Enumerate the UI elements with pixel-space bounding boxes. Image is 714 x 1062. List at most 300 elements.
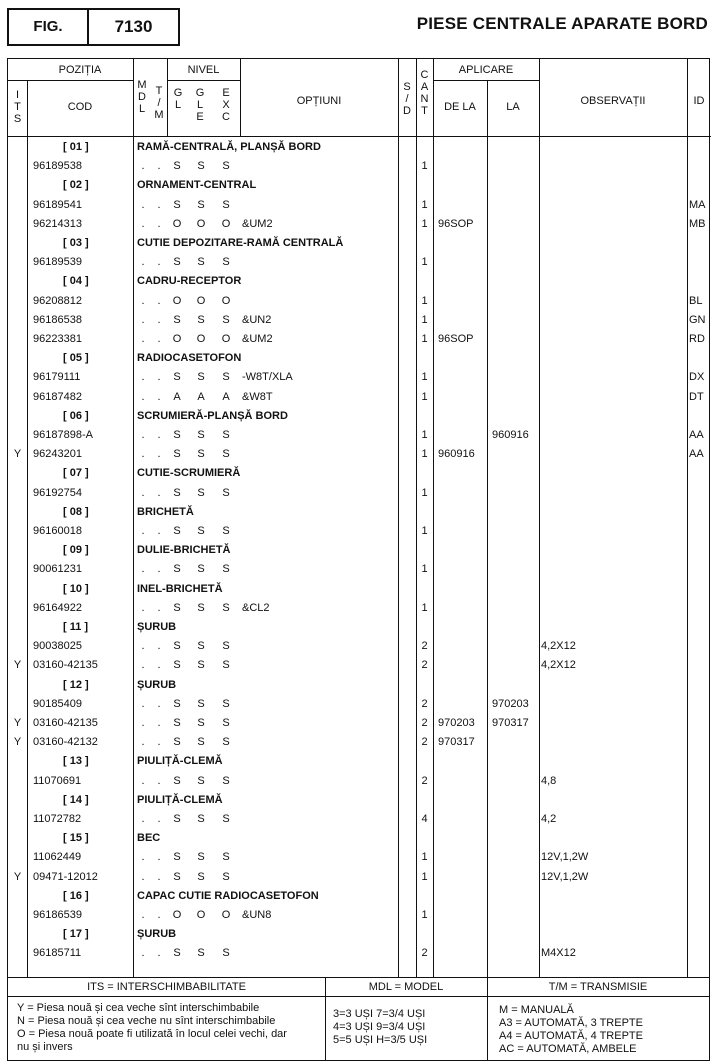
- its-cell: Y: [13, 448, 22, 461]
- part-code: 03160-42135: [33, 717, 98, 729]
- header-pozitia: POZIȚIA: [58, 64, 102, 76]
- level-gl: O: [172, 909, 182, 921]
- to-date: 970317: [492, 717, 529, 729]
- legend-tm-line: A3 = AUTOMATĂ, 3 TREPTE: [499, 1017, 643, 1029]
- section-position: [ 02 ]: [63, 179, 89, 192]
- level-gle: S: [197, 851, 205, 864]
- level-gle: S: [197, 563, 205, 576]
- legend-tm-line: A4 = AUTOMATĂ, 4 TREPTE: [499, 1030, 643, 1042]
- section-position: [ 15 ]: [63, 832, 89, 845]
- section-name: CUTIE-SCRUMIERĂ: [137, 467, 241, 480]
- tm-cell: .: [157, 563, 161, 576]
- level-exc: S: [222, 659, 230, 672]
- grid-line: [433, 80, 539, 81]
- part-code: 96189538: [33, 160, 82, 173]
- legend-header-line: [8, 996, 709, 997]
- col-line-obs: [687, 59, 688, 977]
- header-gle: [192, 87, 208, 123]
- level-exc: S: [222, 697, 230, 710]
- mdl-cell: .: [141, 525, 145, 537]
- quantity-cell: 1: [421, 601, 428, 614]
- header-tm-letter: M: [154, 109, 164, 121]
- id-cell: AA: [689, 429, 704, 441]
- header-exc: [218, 87, 234, 123]
- id-cell: RD: [689, 333, 705, 345]
- part-code: 96189541: [33, 198, 82, 211]
- level-gl: S: [173, 448, 181, 461]
- mdl-cell: .: [141, 601, 145, 614]
- section-name: ORNAMENT-CENTRAL: [137, 179, 257, 192]
- level-gl: S: [173, 870, 181, 883]
- quantity-cell: 1: [421, 851, 428, 864]
- part-code: 96164922: [33, 601, 82, 614]
- option-cell: &UN2: [242, 313, 272, 326]
- header-gle-letter: E: [196, 111, 204, 123]
- part-code: 96192754: [33, 486, 82, 499]
- observation-cell: 4,2: [541, 813, 557, 825]
- header-mdl-letter: M: [137, 79, 147, 91]
- header-de-la: DE LA: [444, 101, 476, 113]
- grid-line: [167, 80, 240, 81]
- section-position: [ 05 ]: [63, 352, 89, 365]
- level-gl: S: [173, 659, 181, 672]
- level-gle: S: [197, 371, 205, 384]
- level-gle: S: [197, 601, 205, 614]
- section-name: PIULIȚĂ-CLEMĂ: [137, 755, 223, 768]
- part-code: 96189539: [33, 256, 82, 269]
- quantity-cell: 1: [421, 390, 428, 403]
- from-date: 970317: [438, 736, 475, 749]
- level-exc: S: [222, 563, 230, 576]
- header-optiuni: OPȚIUNI: [296, 95, 342, 107]
- col-line-dela: [487, 80, 488, 977]
- level-gle: S: [197, 813, 205, 825]
- its-cell: Y: [13, 870, 22, 883]
- part-code: 09471-12012: [33, 870, 98, 883]
- quantity-cell: 2: [421, 640, 428, 653]
- level-gle: S: [197, 774, 205, 787]
- level-exc: S: [222, 525, 230, 537]
- section-name: CADRU-RECEPTOR: [137, 275, 242, 288]
- quantity-cell: 1: [421, 217, 428, 230]
- section-position: [ 01 ]: [63, 141, 89, 153]
- quantity-cell: 1: [421, 371, 428, 384]
- legend-tm-title: T/M = TRANSMISIE: [548, 981, 648, 993]
- tm-cell: .: [157, 697, 161, 710]
- mdl-cell: .: [141, 774, 145, 787]
- section-position: [ 06 ]: [63, 409, 89, 422]
- header-mdl: [133, 79, 151, 115]
- level-exc: S: [222, 313, 230, 326]
- section-name: ȘURUB: [137, 928, 177, 941]
- col-line-cant: [433, 59, 434, 977]
- level-exc: S: [222, 429, 230, 441]
- section-name: ȘURUB: [137, 678, 177, 691]
- tm-cell: .: [157, 333, 161, 345]
- header-tm-letter: /: [157, 97, 161, 109]
- header-cant-letter: T: [421, 105, 428, 117]
- tm-cell: .: [157, 640, 161, 653]
- quantity-cell: 2: [421, 717, 428, 729]
- quantity-cell: 2: [421, 774, 428, 787]
- tm-cell: .: [157, 601, 161, 614]
- level-gl: S: [173, 160, 181, 173]
- header-its-letter: I: [15, 89, 20, 101]
- level-exc: S: [222, 947, 230, 960]
- tm-cell: .: [157, 294, 161, 307]
- part-code: 90185409: [33, 697, 82, 710]
- tm-cell: .: [157, 256, 161, 269]
- quantity-cell: 1: [421, 294, 428, 307]
- section-position: [ 17 ]: [63, 928, 89, 941]
- level-gl: S: [173, 851, 181, 864]
- level-gle: S: [197, 160, 205, 173]
- id-cell: AA: [689, 448, 704, 461]
- part-code: 96223381: [33, 333, 82, 345]
- level-gl: S: [173, 256, 181, 269]
- level-gle: S: [197, 486, 205, 499]
- quantity-cell: 1: [421, 313, 428, 326]
- tm-cell: .: [157, 736, 161, 749]
- header-exc-letter: C: [222, 111, 230, 123]
- legend-tm-line: M = MANUALĂ: [499, 1004, 574, 1016]
- col-line-optiuni: [398, 59, 399, 977]
- level-gl: O: [172, 217, 182, 230]
- section-name: RADIOCASETOFON: [137, 352, 242, 365]
- id-cell: BL: [689, 294, 703, 307]
- level-gle: A: [197, 390, 205, 403]
- legend-mdl-title: MDL = MODEL: [368, 981, 444, 993]
- mdl-cell: .: [141, 813, 145, 825]
- header-sd-letter: D: [403, 105, 411, 117]
- level-exc: S: [222, 736, 230, 749]
- header-cant-letter: C: [420, 69, 429, 81]
- header-nivel: NIVEL: [187, 64, 220, 76]
- section-position: [ 04 ]: [63, 275, 89, 288]
- level-exc: S: [222, 717, 230, 729]
- level-gle: S: [197, 870, 205, 883]
- level-gl: S: [173, 601, 181, 614]
- to-date: 970203: [492, 697, 529, 710]
- level-exc: S: [222, 486, 230, 499]
- header-gl: [170, 87, 186, 111]
- section-name: CAPAC CUTIE RADIOCASETOFON: [137, 889, 319, 902]
- section-position: [ 11 ]: [63, 621, 89, 633]
- col-line-its: [27, 80, 28, 977]
- part-code: 96186538: [33, 313, 82, 326]
- quantity-cell: 1: [421, 333, 428, 345]
- id-cell: DX: [689, 371, 705, 384]
- header-its-letter: T: [14, 101, 21, 113]
- quantity-cell: 1: [421, 448, 428, 461]
- section-position: [ 12 ]: [63, 678, 89, 691]
- quantity-cell: 4: [421, 813, 428, 825]
- tm-cell: .: [157, 774, 161, 787]
- part-code: 03160-42132: [33, 736, 98, 749]
- header-cod: COD: [67, 101, 93, 113]
- id-cell: MA: [689, 198, 706, 211]
- mdl-cell: .: [141, 717, 145, 729]
- header-its: [8, 89, 27, 125]
- header-sd-letter: /: [405, 93, 409, 105]
- mdl-cell: .: [141, 390, 145, 403]
- quantity-cell: 1: [421, 486, 428, 499]
- quantity-cell: 1: [421, 429, 428, 441]
- quantity-cell: 2: [421, 947, 428, 960]
- its-cell: Y: [13, 659, 22, 672]
- legend-mdl-line: 3=3 UȘI 7=3/4 UȘI: [333, 1008, 426, 1020]
- mdl-cell: .: [141, 429, 145, 441]
- mdl-cell: .: [141, 371, 145, 384]
- legend-its-line: N = Piesa nouă și cea veche nu sînt interschimbabile: [17, 1015, 276, 1027]
- mdl-cell: .: [141, 198, 145, 211]
- header-la: LA: [506, 101, 520, 113]
- quantity-cell: 1: [421, 909, 428, 921]
- mdl-cell: .: [141, 909, 145, 921]
- tm-cell: .: [157, 813, 161, 825]
- tm-cell: .: [157, 870, 161, 883]
- level-gle: O: [196, 217, 206, 230]
- section-position: [ 16 ]: [63, 889, 89, 902]
- level-exc: S: [222, 774, 230, 787]
- mdl-cell: .: [141, 870, 145, 883]
- mdl-cell: .: [141, 947, 145, 960]
- header-gl-letter: G: [173, 87, 183, 99]
- level-gl: S: [173, 563, 181, 576]
- level-gl: S: [173, 198, 181, 211]
- header-cant: [416, 69, 433, 117]
- level-gl: O: [172, 333, 182, 345]
- legend-its-line: nu și invers: [17, 1041, 73, 1053]
- figure-box: [7, 8, 180, 46]
- level-exc: O: [221, 909, 231, 921]
- its-cell: Y: [13, 736, 22, 749]
- level-gle: S: [197, 448, 205, 461]
- legend-its-line: O = Piesa nouă poate fi utilizată în locul celei vechi, dar: [17, 1028, 287, 1040]
- level-gl: S: [173, 947, 181, 960]
- level-gl: S: [173, 486, 181, 499]
- level-gle: S: [197, 736, 205, 749]
- level-gle: S: [197, 429, 205, 441]
- tm-cell: .: [157, 851, 161, 864]
- level-exc: A: [222, 390, 230, 403]
- tm-cell: .: [157, 659, 161, 672]
- mdl-cell: .: [141, 160, 145, 173]
- level-gle: O: [196, 909, 206, 921]
- option-cell: &UM2: [242, 333, 273, 345]
- level-gl: S: [173, 313, 181, 326]
- header-observatii: OBSERVAȚII: [580, 95, 646, 107]
- header-aplicare: APLICARE: [458, 64, 514, 76]
- section-name: RAMĂ-CENTRALĂ, PLANȘĂ BORD: [137, 141, 321, 153]
- header-gle-letter: L: [196, 99, 204, 111]
- tm-cell: .: [157, 909, 161, 921]
- figure-label: FIG.: [9, 10, 89, 44]
- header-gl-letter: L: [174, 99, 182, 111]
- section-position: [ 08 ]: [63, 505, 89, 518]
- observation-cell: 12V,1,2W: [541, 870, 589, 883]
- level-gle: S: [197, 525, 205, 537]
- level-gl: S: [173, 525, 181, 537]
- level-exc: O: [221, 217, 231, 230]
- level-exc: O: [221, 333, 231, 345]
- header-exc-letter: E: [222, 87, 230, 99]
- legend-mdl-line: 4=3 UȘI 9=3/4 UȘI: [333, 1021, 426, 1033]
- figure-number: 7130: [114, 17, 153, 36]
- page-title: PIESE CENTRALE APARATE BORD: [416, 14, 708, 33]
- section-name: BRICHETĂ: [137, 505, 194, 518]
- mdl-cell: .: [141, 486, 145, 499]
- header-bottom-line: [8, 136, 711, 137]
- observation-cell: 4,8: [541, 774, 557, 787]
- level-gle: S: [197, 313, 205, 326]
- mdl-cell: .: [141, 851, 145, 864]
- legend-mdl-line: 5=5 UȘI H=3/5 UȘI: [333, 1034, 428, 1046]
- part-code: 96179111: [33, 371, 81, 384]
- part-code: 11062449: [33, 851, 82, 864]
- tm-cell: .: [157, 160, 161, 173]
- tm-cell: .: [157, 371, 161, 384]
- section-position: [ 09 ]: [63, 544, 89, 557]
- to-date: 960916: [492, 429, 529, 441]
- level-gl: S: [173, 640, 181, 653]
- mdl-cell: .: [141, 448, 145, 461]
- section-name: BEC: [137, 832, 161, 845]
- part-code: 96186539: [33, 909, 82, 921]
- mdl-cell: .: [141, 256, 145, 269]
- part-code: 96214313: [33, 217, 82, 230]
- level-exc: S: [222, 813, 230, 825]
- level-exc: S: [222, 371, 230, 384]
- option-cell: &UM2: [242, 217, 273, 230]
- parts-table: [7, 58, 710, 978]
- tm-cell: .: [157, 717, 161, 729]
- tm-cell: .: [157, 217, 161, 230]
- section-name: ȘURUB: [137, 621, 177, 633]
- level-exc: S: [222, 448, 230, 461]
- level-gl: S: [173, 429, 181, 441]
- tm-cell: .: [157, 198, 161, 211]
- header-gle-letter: G: [195, 87, 205, 99]
- header-mdl-letter: D: [138, 91, 146, 103]
- tm-cell: .: [157, 429, 161, 441]
- option-cell: &W8T: [242, 390, 273, 403]
- part-code: 90038025: [33, 640, 82, 653]
- from-date: 96SOP: [438, 333, 474, 345]
- level-exc: S: [222, 851, 230, 864]
- from-date: 970203: [438, 717, 475, 729]
- legend: [7, 977, 710, 1061]
- col-line-la: [539, 59, 540, 977]
- quantity-cell: 1: [421, 160, 428, 173]
- tm-cell: .: [157, 947, 161, 960]
- level-gle: S: [197, 640, 205, 653]
- level-exc: S: [222, 160, 230, 173]
- level-gl: O: [172, 294, 182, 307]
- observation-cell: M4X12: [541, 947, 576, 960]
- section-name: PIULIȚĂ-CLEMĂ: [137, 793, 223, 806]
- level-gl: S: [173, 813, 181, 825]
- header-sd: [398, 81, 416, 117]
- quantity-cell: 1: [421, 870, 428, 883]
- header-its-letter: S: [13, 113, 22, 125]
- legend-its-line: Y = Piesa nouă și cea veche sînt interschimbabile: [17, 1002, 260, 1014]
- col-line-cod: [133, 59, 134, 977]
- quantity-cell: 1: [421, 256, 428, 269]
- header-tm-letter: T: [155, 85, 163, 97]
- section-position: [ 14 ]: [63, 793, 89, 806]
- level-exc: S: [222, 601, 230, 614]
- level-gle: S: [197, 717, 205, 729]
- part-code: 96160018: [33, 525, 82, 537]
- level-gl: S: [173, 697, 181, 710]
- observation-cell: 4,2X12: [541, 659, 576, 672]
- part-code: 96208812: [33, 294, 82, 307]
- part-code: 03160-42135: [33, 659, 98, 672]
- header-tm: [151, 85, 167, 121]
- header-id: ID: [693, 95, 705, 107]
- level-gle: S: [197, 198, 205, 211]
- header-cant-letter: N: [420, 93, 429, 105]
- part-code: 90061231: [33, 563, 82, 576]
- level-gl: S: [173, 371, 181, 384]
- mdl-cell: .: [141, 333, 145, 345]
- mdl-cell: .: [141, 217, 145, 230]
- mdl-cell: .: [141, 640, 145, 653]
- part-code: 96187898-A: [33, 429, 93, 441]
- tm-cell: .: [157, 390, 161, 403]
- level-gle: S: [197, 947, 205, 960]
- section-name: INEL-BRICHETĂ: [137, 582, 223, 595]
- header-mdl-letter: L: [138, 103, 146, 115]
- section-position: [ 03 ]: [63, 237, 89, 249]
- level-gle: S: [197, 659, 205, 672]
- part-code: 11070691: [33, 774, 82, 787]
- legend-its-title: ITS = INTERSCHIMBABILITATE: [87, 981, 246, 993]
- tm-cell: .: [157, 486, 161, 499]
- level-gl: S: [173, 736, 181, 749]
- level-exc: S: [222, 198, 230, 211]
- tm-cell: .: [157, 448, 161, 461]
- quantity-cell: 1: [421, 563, 428, 576]
- quantity-cell: 2: [421, 659, 428, 672]
- section-position: [ 07 ]: [63, 467, 89, 480]
- its-cell: Y: [13, 717, 22, 729]
- legend-tm-line: AC = AUTOMATĂ, AMBELE: [499, 1043, 637, 1055]
- quantity-cell: 1: [421, 198, 428, 211]
- part-code: 96185711: [33, 947, 82, 960]
- part-code: 11072782: [33, 813, 82, 825]
- part-code: 96187482: [33, 390, 82, 403]
- level-exc: S: [222, 256, 230, 269]
- level-gle: S: [197, 697, 205, 710]
- from-date: 960916: [438, 448, 475, 461]
- level-gl: S: [173, 774, 181, 787]
- option-cell: &UN8: [242, 909, 272, 921]
- part-code: 96243201: [33, 448, 82, 461]
- header-sd-letter: S: [403, 81, 411, 93]
- from-date: 96SOP: [438, 217, 474, 230]
- quantity-cell: 1: [421, 525, 428, 537]
- section-position: [ 10 ]: [63, 582, 89, 595]
- header-exc-letter: X: [222, 99, 230, 111]
- mdl-cell: .: [141, 736, 145, 749]
- section-position: [ 13 ]: [63, 755, 89, 768]
- mdl-cell: .: [141, 697, 145, 710]
- mdl-cell: .: [141, 294, 145, 307]
- section-name: SCRUMIERĂ-PLANȘĂ BORD: [137, 409, 288, 422]
- level-gle: S: [197, 256, 205, 269]
